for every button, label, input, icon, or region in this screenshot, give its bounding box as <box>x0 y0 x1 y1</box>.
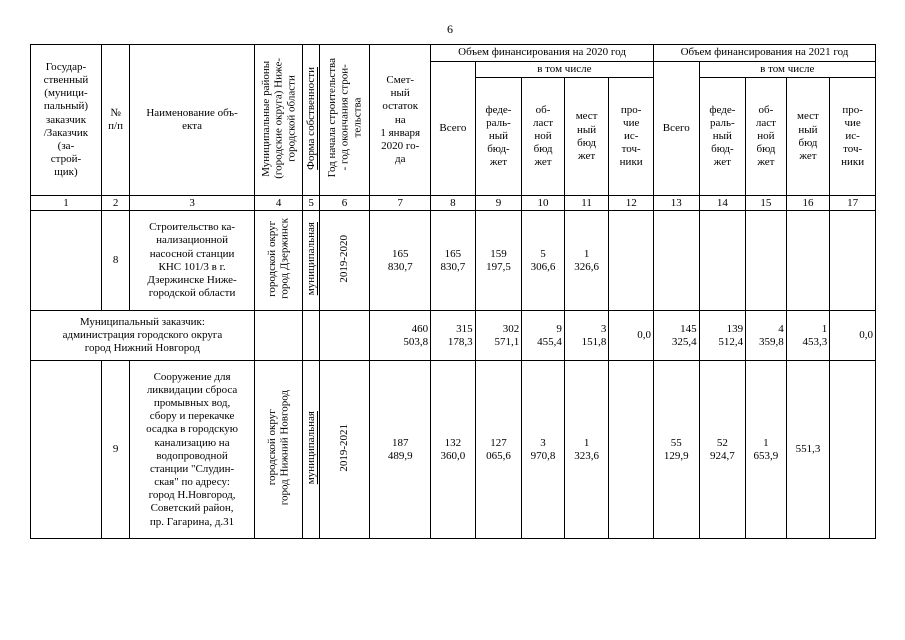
row8-years-text: 2019-2020 <box>338 234 351 283</box>
row9-other-2020 <box>609 361 654 539</box>
row9-district <box>254 361 303 539</box>
subtotal-federal-2020: 302 571,1 <box>475 311 522 361</box>
col-num-12: 12 <box>609 196 654 211</box>
subtotal-federal-2021: 139 512,4 <box>699 311 746 361</box>
header-other-2020: про- чие ис- точ- ники <box>609 78 654 196</box>
header-regional-2021: об- ласт ной бюд жет <box>746 78 787 196</box>
col-num-17: 17 <box>830 196 876 211</box>
header-total-2020: Всего <box>431 62 476 196</box>
row9-years <box>319 361 370 539</box>
row9-ownership <box>303 361 319 539</box>
row8-federal-2020: 159 197,5 <box>475 211 522 311</box>
header-including-2020: в том числе <box>475 62 653 78</box>
row9-total-2021: 55 129,9 <box>654 361 700 539</box>
row8-district-text: городской округ город Дзержинск <box>266 218 291 300</box>
header-including-2021: в том числе <box>699 62 875 78</box>
col-num-1: 1 <box>31 196 102 211</box>
subtotal-total-2020: 315 178,3 <box>431 311 476 361</box>
row9-object-name: Сооружение для ликвидации сброса промывных вод, сбору и перекачке осадка в городскую канализацию на водопроводной станции "Слудин- ская" по адресу: город Н.Новгород, Советский район, пр. Гагарина, д.31 <box>130 361 255 539</box>
row9-customer <box>31 361 102 539</box>
subtotal-total-2021: 145 325,4 <box>654 311 700 361</box>
col-num-7: 7 <box>370 196 431 211</box>
row9-years-text: 2019-2021 <box>338 423 351 472</box>
header-federal-2020: феде- раль- ный бюд- жет <box>475 78 522 196</box>
row8-regional-2020: 5 306,6 <box>522 211 565 311</box>
col-num-10: 10 <box>522 196 565 211</box>
col-num-4: 4 <box>254 196 303 211</box>
row8-regional-2021 <box>746 211 787 311</box>
table-row-9 <box>31 361 876 539</box>
header-federal-2021: феде- раль- ный бюд- жет <box>699 78 746 196</box>
subtotal-row <box>31 311 876 361</box>
col-num-9: 9 <box>475 196 522 211</box>
row8-district <box>254 211 303 311</box>
col-num-11: 11 <box>564 196 609 211</box>
row9-local-2020: 1 323,6 <box>564 361 609 539</box>
header-years <box>319 45 370 196</box>
row8-ownership <box>303 211 319 311</box>
header-regional-2020: об- ласт ной бюд жет <box>522 78 565 196</box>
col-num-3: 3 <box>130 196 255 211</box>
header-fin-2020: Объем финансирования на 2020 год <box>431 45 654 62</box>
row8-local-2020: 1 326,6 <box>564 211 609 311</box>
financing-table <box>30 44 876 539</box>
header-ownership-text: Форма собственности <box>305 66 318 170</box>
header-customer: Государ- ственный (муници- пальный) заказчик /Заказчик (за- строй- щик) <box>31 45 102 196</box>
subtotal-local-2021: 1 453,3 <box>786 311 830 361</box>
header-remainder: Смет- ный остаток на 1 января 2020 го- да <box>370 45 431 196</box>
col-num-14: 14 <box>699 196 746 211</box>
row9-other-2021 <box>830 361 876 539</box>
header-ownership <box>303 45 319 196</box>
row9-local-2021: 551,3 <box>786 361 830 539</box>
row8-years <box>319 211 370 311</box>
row9-ownership-text: муниципальная <box>305 410 318 485</box>
col-num-13: 13 <box>654 196 700 211</box>
subtotal-regional-2021: 4 359,8 <box>746 311 787 361</box>
row9-district-text: городской округ город Нижний Новгород <box>266 389 291 506</box>
header-years-text: Год начала строительства - год окончания строи- тельства <box>325 58 363 178</box>
subtotal-other-2021: 0,0 <box>830 311 876 361</box>
table-row-8 <box>31 211 876 311</box>
subtotal-regional-2020: 9 455,4 <box>522 311 565 361</box>
row8-federal-2021 <box>699 211 746 311</box>
col-num-6: 6 <box>319 196 370 211</box>
row8-total-2021 <box>654 211 700 311</box>
header-fin-2021: Объем финансирования на 2021 год <box>654 45 876 62</box>
header-object-name: Наименование объ- екта <box>130 45 255 196</box>
header-local-2021: мест ный бюд жет <box>786 78 830 196</box>
col-num-15: 15 <box>746 196 787 211</box>
row8-total-2020: 165 830,7 <box>431 211 476 311</box>
header-number: № п/п <box>101 45 129 196</box>
subtotal-label: Муниципальный заказчик: администрация городского округа город Нижний Новгород <box>31 311 255 361</box>
col-num-16: 16 <box>786 196 830 211</box>
header-district-text: Муниципальные районы (городские округа) Ниже- городской области <box>259 57 297 179</box>
row9-total-2020: 132 360,0 <box>431 361 476 539</box>
row8-local-2021 <box>786 211 830 311</box>
row9-federal-2020: 127 065,6 <box>475 361 522 539</box>
header-other-2021: про- чие ис- точ- ники <box>830 78 876 196</box>
subtotal-years <box>319 311 370 361</box>
row8-remainder: 165 830,7 <box>370 211 431 311</box>
row9-regional-2021: 1 653,9 <box>746 361 787 539</box>
row9-federal-2021: 52 924,7 <box>699 361 746 539</box>
subtotal-remainder: 460 503,8 <box>370 311 431 361</box>
header-district <box>254 45 303 196</box>
row8-object-name: Строительство ка- нализационной насосной станции КНС 101/3 в г. Дзержинске Ниже- городской области <box>130 211 255 311</box>
page-number: 6 <box>447 22 453 36</box>
col-num-8: 8 <box>431 196 476 211</box>
row8-other-2021 <box>830 211 876 311</box>
subtotal-other-2020: 0,0 <box>609 311 654 361</box>
header-local-2020: мест ный бюд жет <box>564 78 609 196</box>
row8-number: 8 <box>101 211 129 311</box>
row9-regional-2020: 3 970,8 <box>522 361 565 539</box>
subtotal-district <box>254 311 303 361</box>
column-numbers-row <box>31 196 876 211</box>
row9-number: 9 <box>101 361 129 539</box>
row8-customer <box>31 211 102 311</box>
col-num-5: 5 <box>303 196 319 211</box>
row8-ownership-text: муниципальная <box>305 221 318 296</box>
subtotal-ownership <box>303 311 319 361</box>
col-num-2: 2 <box>101 196 129 211</box>
header-total-2021: Всего <box>654 62 700 196</box>
subtotal-local-2020: 3 151,8 <box>564 311 609 361</box>
row8-other-2020 <box>609 211 654 311</box>
row9-remainder: 187 489,9 <box>370 361 431 539</box>
